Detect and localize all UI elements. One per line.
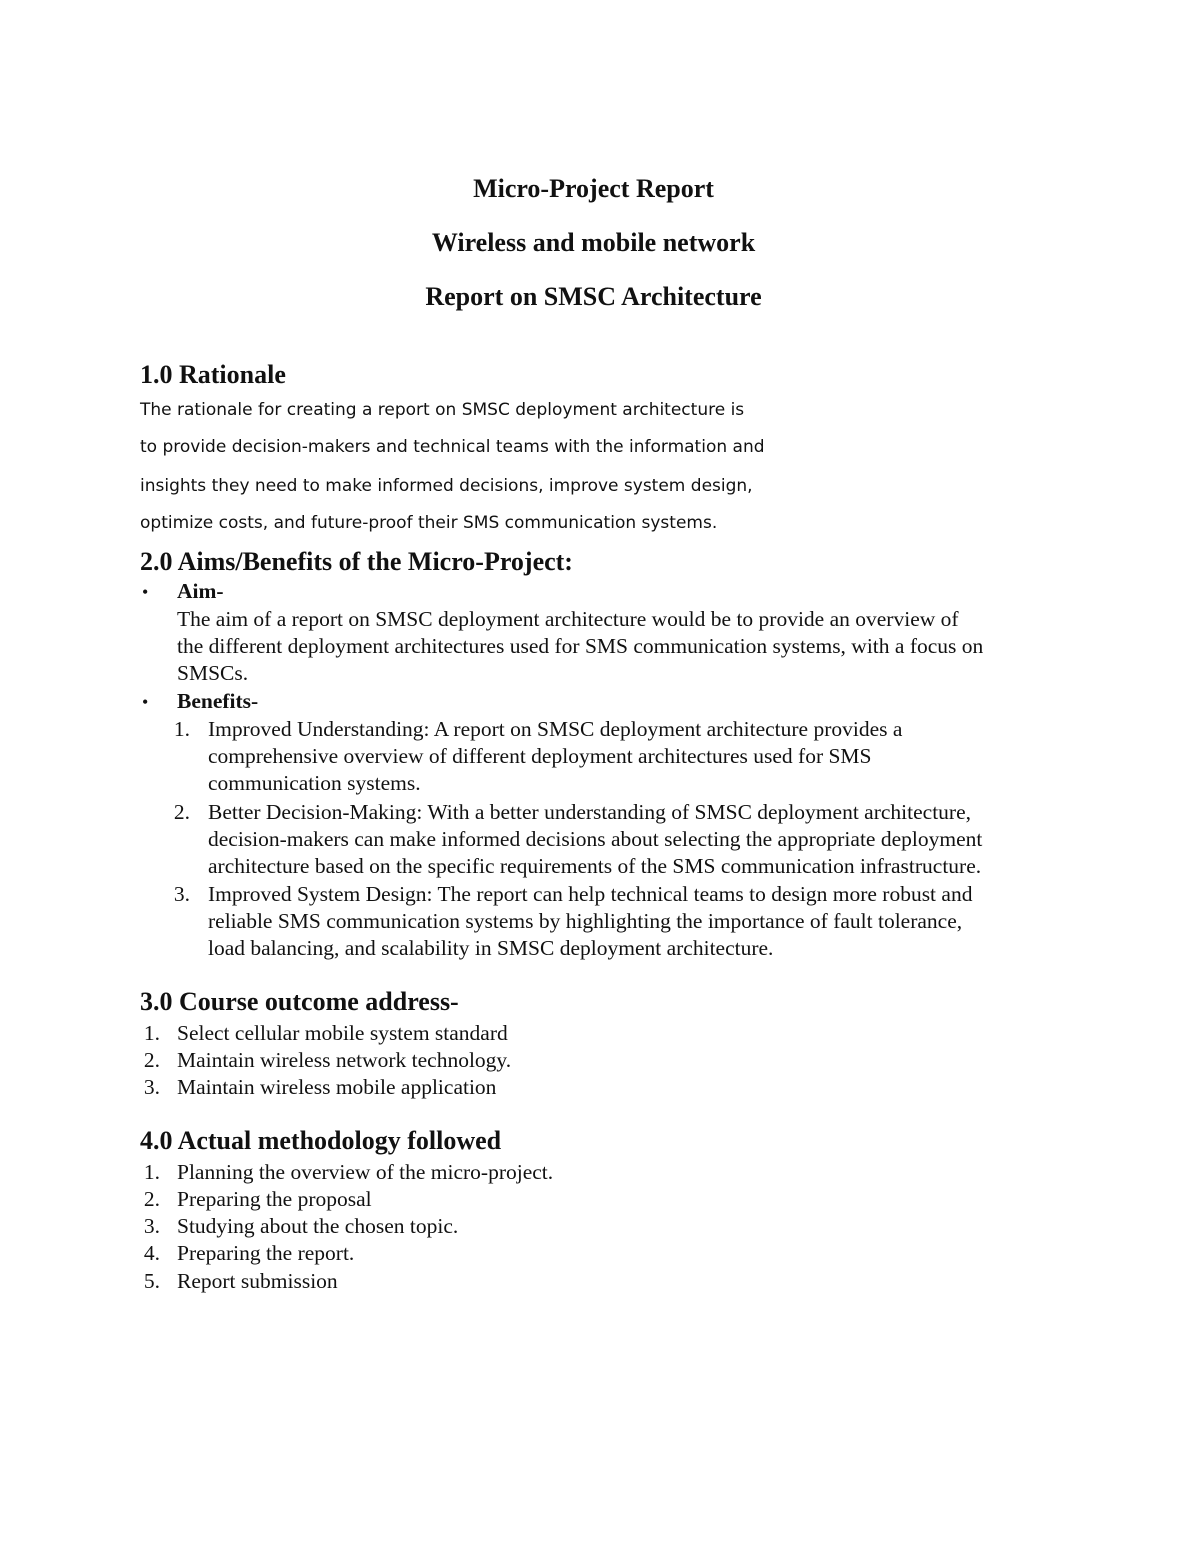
- outcome-number: 2.: [143, 1048, 160, 1072]
- outcome-number: 3.: [143, 1075, 160, 1099]
- method-number: 2.: [143, 1187, 160, 1211]
- outcome-item: Maintain wireless network technology.: [177, 1048, 512, 1072]
- method-item: Report submission: [177, 1269, 338, 1293]
- method-number: 1.: [143, 1160, 160, 1184]
- rationale-line: to provide decision-makers and technical teams with the information and: [140, 437, 765, 457]
- section-1-heading: 1.0 Rationale: [140, 360, 286, 389]
- method-item: Studying about the chosen topic.: [177, 1214, 459, 1238]
- method-number: 4.: [143, 1241, 160, 1265]
- outcome-number: 1.: [143, 1021, 160, 1045]
- benefit-line: reliable SMS communication systems by highlighting the importance of fault tolerance,: [208, 909, 963, 933]
- outcome-item: Maintain wireless mobile application: [177, 1075, 497, 1099]
- report-title: Micro-Project Report: [473, 174, 714, 203]
- topic-title: Report on SMSC Architecture: [425, 282, 762, 311]
- aim-label: Aim-: [177, 579, 224, 603]
- aim-line: the different deployment architectures used for SMS communication systems, with a focus on: [177, 634, 984, 658]
- benefits-label: Benefits-: [177, 689, 259, 713]
- benefit-line: Improved System Design: The report can help technical teams to design more robust and: [208, 882, 973, 906]
- benefit-line: Better Decision-Making: With a better understanding of SMSC deployment architecture,: [208, 800, 971, 824]
- benefit-line: architecture based on the specific requirements of the SMS communication infrastructure.: [208, 854, 982, 878]
- benefit-number: 3.: [173, 882, 190, 906]
- section-2-heading: 2.0 Aims/Benefits of the Micro-Project:: [140, 547, 573, 576]
- benefit-line: load balancing, and scalability in SMSC deployment architecture.: [208, 936, 774, 960]
- subject-title: Wireless and mobile network: [431, 228, 756, 257]
- benefit-number: 1.: [173, 717, 190, 741]
- method-number: 3.: [143, 1214, 160, 1238]
- aim-line: The aim of a report on SMSC deployment architecture would be to provide an overview of: [177, 607, 959, 631]
- benefit-line: decision-makers can make informed decisions about selecting the appropriate deployment: [208, 827, 983, 851]
- rationale-line: insights they need to make informed decisions, improve system design,: [140, 476, 753, 496]
- bullet-icon: •: [142, 582, 149, 602]
- bullet-icon: •: [142, 692, 149, 712]
- method-item: Planning the overview of the micro-project.: [177, 1160, 554, 1184]
- benefit-number: 2.: [173, 800, 190, 824]
- method-number: 5.: [143, 1269, 160, 1293]
- benefit-line: comprehensive overview of different deployment architectures used for SMS: [208, 744, 872, 768]
- rationale-line: optimize costs, and future-proof their SMS communication systems.: [140, 513, 718, 533]
- section-3-heading: 3.0 Course outcome address-: [140, 987, 459, 1016]
- rationale-line: The rationale for creating a report on SMSC deployment architecture is: [140, 400, 745, 420]
- outcome-item: Select cellular mobile system standard: [177, 1021, 508, 1045]
- method-item: Preparing the proposal: [177, 1187, 372, 1211]
- method-item: Preparing the report.: [177, 1241, 355, 1265]
- section-4-heading: 4.0 Actual methodology followed: [140, 1126, 502, 1155]
- benefit-line: communication systems.: [208, 771, 421, 795]
- benefit-line: Improved Understanding: A report on SMSC deployment architecture provides a: [208, 717, 903, 741]
- aim-line: SMSCs.: [177, 661, 249, 685]
